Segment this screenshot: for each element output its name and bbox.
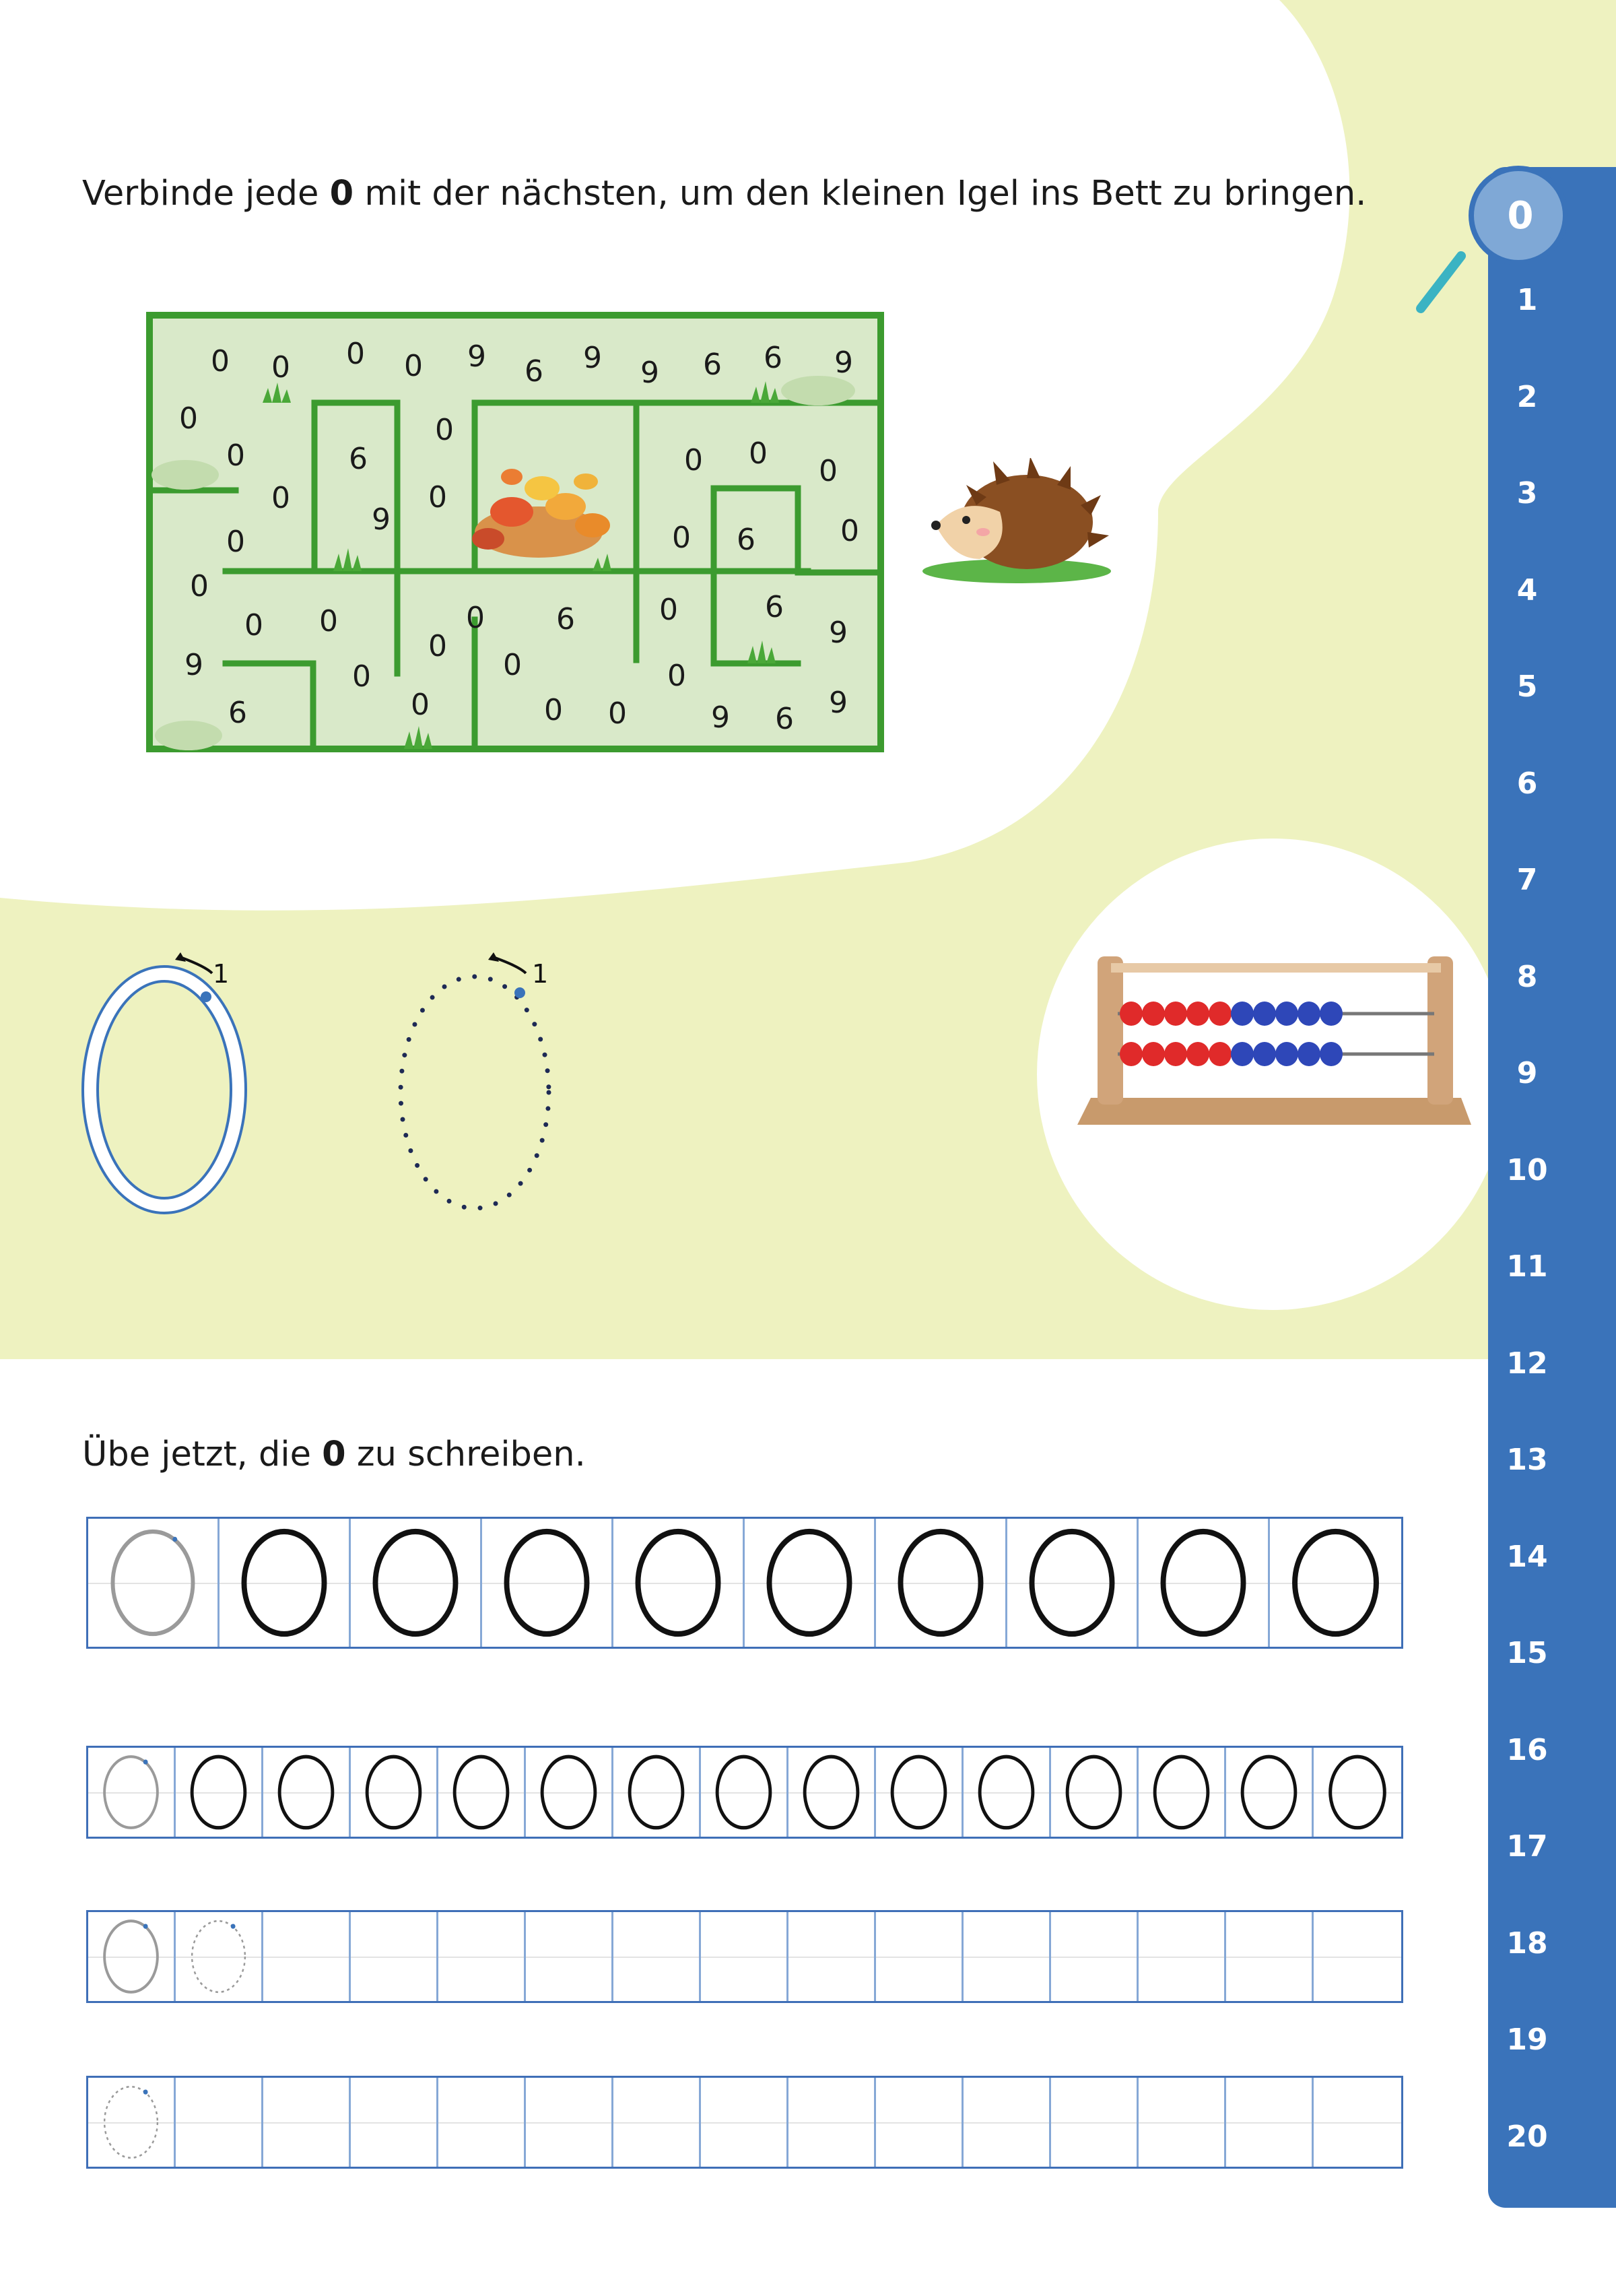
- maze-digit: 0: [411, 688, 430, 722]
- writing-cell[interactable]: [88, 1912, 176, 2001]
- abacus-bead: [1275, 1002, 1298, 1026]
- sidebar-number: 3: [1516, 476, 1538, 511]
- maze-digit: 0: [840, 514, 859, 548]
- writing-cell[interactable]: [438, 1912, 526, 2001]
- abacus-bead: [1275, 1042, 1298, 1066]
- maze-digit: 9: [829, 686, 848, 720]
- writing-cell[interactable]: [351, 1519, 482, 1647]
- abacus-bead: [1164, 1002, 1187, 1026]
- writing-cell[interactable]: [964, 2078, 1051, 2167]
- sidebar-number: 9: [1516, 1056, 1538, 1090]
- zero-glyph: [876, 1519, 1005, 1647]
- zero-glyph: [1051, 1748, 1137, 1837]
- sidebar-number: 17: [1506, 1829, 1548, 1864]
- maze-digit: 6: [737, 523, 755, 557]
- number-maze: [0, 0, 889, 761]
- abacus-bead: [1231, 1002, 1254, 1026]
- maze-digit: 0: [319, 604, 338, 638]
- maze-digit: 9: [372, 502, 391, 537]
- sidebar-number: 11: [1506, 1249, 1548, 1284]
- hedgehog-icon: [916, 458, 1118, 586]
- zero-glyph: [351, 1519, 480, 1647]
- sidebar-number: 14: [1506, 1539, 1548, 1574]
- maze-digit: 0: [503, 648, 522, 682]
- zero-glyph: [1139, 1519, 1268, 1647]
- maze-digit: 0: [226, 438, 245, 473]
- maze-digit: 0: [211, 344, 230, 379]
- writing-cell[interactable]: [1139, 1748, 1226, 1837]
- writing-cell[interactable]: [482, 1519, 613, 1647]
- writing-cell[interactable]: [88, 1519, 220, 1647]
- writing-row-small-2: [86, 1910, 1403, 2003]
- maze-digit: 0: [672, 521, 691, 555]
- writing-cell[interactable]: [438, 2078, 526, 2167]
- writing-cell[interactable]: [88, 1748, 176, 1837]
- writing-cell[interactable]: [876, 2078, 964, 2167]
- writing-cell[interactable]: [263, 2078, 351, 2167]
- writing-cell[interactable]: [1139, 1912, 1226, 2001]
- writing-cell[interactable]: [1226, 2078, 1314, 2167]
- maze-digit: 9: [583, 341, 602, 375]
- abacus-bead: [1164, 1042, 1187, 1066]
- abacus-bead: [1186, 1002, 1209, 1026]
- sidebar-number: 16: [1506, 1732, 1548, 1767]
- maze-digit: 0: [667, 659, 686, 693]
- maze-digit: 9: [829, 616, 848, 650]
- abacus-bead: [1186, 1042, 1209, 1066]
- sidebar-number: 4: [1516, 572, 1538, 608]
- zero-glyph: [88, 1748, 174, 1837]
- writing-cell[interactable]: [88, 2078, 176, 2167]
- zero-glyph: [1226, 1748, 1312, 1837]
- zero-glyph: [176, 1748, 261, 1837]
- sidebar-number: 12: [1506, 1346, 1548, 1381]
- maze-digit: 0: [659, 593, 678, 627]
- writing-cell[interactable]: [876, 1748, 964, 1837]
- writing-cell[interactable]: [526, 1748, 613, 1837]
- sidebar-number: 6: [1516, 766, 1538, 801]
- maze-digit: 0: [190, 569, 209, 603]
- writing-cell[interactable]: [701, 1748, 788, 1837]
- maze-digit: 0: [544, 693, 563, 727]
- zero-glyph: [88, 1912, 174, 2001]
- abacus-bead: [1298, 1042, 1320, 1066]
- writing-row-large: [86, 1517, 1403, 1649]
- start-label-2: 1: [532, 959, 549, 989]
- sidebar-number: 20: [1506, 2119, 1548, 2154]
- writing-cell[interactable]: [526, 2078, 613, 2167]
- zero-glyph: [1314, 1748, 1401, 1837]
- writing-cell[interactable]: [1314, 1748, 1401, 1837]
- writing-cell[interactable]: [220, 1519, 351, 1647]
- writing-cell[interactable]: [745, 1519, 876, 1647]
- writing-cell[interactable]: [613, 1912, 701, 2001]
- maze-digit: 0: [271, 481, 290, 515]
- zero-glyph: [263, 1748, 349, 1837]
- zero-glyph: [964, 1748, 1049, 1837]
- sidebar-number: 15: [1506, 1636, 1548, 1670]
- maze-digit: 0: [749, 436, 768, 471]
- maze-digit: 0: [435, 413, 454, 447]
- writing-cell[interactable]: [438, 1748, 526, 1837]
- maze-digit: 0: [428, 629, 447, 663]
- zero-glyph: [482, 1519, 611, 1647]
- maze-instruction: Verbinde jede 0 mit der nächsten, um den kleinen Igel ins Bett zu bringen.: [82, 174, 1367, 214]
- writing-cell[interactable]: [613, 1748, 701, 1837]
- abacus-bead: [1298, 1002, 1320, 1026]
- writing-cell[interactable]: [1139, 1519, 1270, 1647]
- maze-digit: 0: [404, 349, 423, 383]
- writing-cell[interactable]: [1007, 1519, 1139, 1647]
- zero-glyph: [1139, 1748, 1224, 1837]
- writing-cell[interactable]: [176, 2078, 263, 2167]
- zero-glyph: [88, 1519, 217, 1647]
- writing-row-small-3: [86, 2076, 1403, 2169]
- writing-cell[interactable]: [1314, 2078, 1401, 2167]
- abacus-bead: [1253, 1042, 1276, 1066]
- writing-cell[interactable]: [176, 1912, 263, 2001]
- number-sidebar: [1488, 167, 1616, 2208]
- zero-glyph: [613, 1748, 699, 1837]
- maze-digit: 0: [684, 443, 703, 478]
- maze-digit: 9: [711, 700, 730, 735]
- abacus-icon: [1077, 943, 1475, 1138]
- abacus-bead: [1209, 1002, 1232, 1026]
- zero-glyph: [613, 1519, 743, 1647]
- writing-cell[interactable]: [613, 1519, 745, 1647]
- sidebar-active-number: 0: [1507, 194, 1534, 238]
- writing-cell[interactable]: [351, 2078, 438, 2167]
- abacus-bead: [1231, 1042, 1254, 1066]
- maze-digit: 0: [226, 525, 245, 559]
- writing-cell[interactable]: [788, 1748, 876, 1837]
- maze-digit: 9: [467, 339, 486, 374]
- writing-instruction: Übe jetzt, die 0 zu schreiben.: [82, 1435, 586, 1474]
- zero-glyph: [876, 1748, 962, 1837]
- writing-cell[interactable]: [1139, 2078, 1226, 2167]
- maze-digit: 9: [640, 356, 659, 390]
- abacus-bead: [1142, 1002, 1165, 1026]
- sidebar-number: 13: [1506, 1443, 1548, 1477]
- maze-digit: 0: [179, 401, 198, 436]
- zero-glyph: [1270, 1519, 1401, 1647]
- zero-glyph: [220, 1519, 349, 1647]
- writing-cell[interactable]: [788, 2078, 876, 2167]
- abacus-bead: [1253, 1002, 1276, 1026]
- writing-cell[interactable]: [876, 1912, 964, 2001]
- writing-cell[interactable]: [1051, 1912, 1139, 2001]
- sidebar-number: 1: [1516, 283, 1538, 317]
- maze-digit: 0: [608, 696, 627, 731]
- zero-glyph: [526, 1748, 611, 1837]
- sidebar-number: 7: [1516, 863, 1538, 897]
- sidebar-number: 18: [1506, 1926, 1548, 1961]
- maze-digit: 0: [466, 601, 485, 635]
- writing-cell[interactable]: [613, 2078, 701, 2167]
- abacus-bead: [1142, 1042, 1165, 1066]
- writing-cell[interactable]: [701, 1912, 788, 2001]
- zero-glyph: [745, 1519, 874, 1647]
- writing-cell[interactable]: [176, 1748, 263, 1837]
- maze-digit: 6: [349, 442, 368, 476]
- abacus-bead: [1320, 1042, 1343, 1066]
- writing-cell[interactable]: [964, 1912, 1051, 2001]
- sidebar-number: 19: [1506, 2023, 1548, 2057]
- zero-glyph: [788, 1748, 874, 1837]
- dotted-zero: [176, 1912, 261, 2001]
- abacus-bead: [1120, 1042, 1143, 1066]
- writing-cell[interactable]: [701, 2078, 788, 2167]
- writing-cell[interactable]: [351, 1912, 438, 2001]
- abacus-bead: [1320, 1002, 1343, 1026]
- sidebar-number: 5: [1516, 669, 1538, 704]
- maze-digit: 6: [556, 602, 575, 636]
- zero-glyph: [351, 1748, 436, 1837]
- abacus-bead: [1209, 1042, 1232, 1066]
- maze-digit: 6: [775, 702, 794, 736]
- maze-digit: 0: [346, 337, 365, 371]
- maze-digit: 6: [765, 590, 784, 624]
- writing-cell[interactable]: [1226, 1748, 1314, 1837]
- maze-digit: 6: [525, 354, 543, 389]
- maze-digit: 6: [764, 341, 782, 375]
- maze-digit: 6: [228, 696, 247, 730]
- maze-digit: 0: [352, 659, 371, 694]
- writing-cell[interactable]: [351, 1748, 438, 1837]
- sidebar-number: 2: [1516, 379, 1538, 414]
- writing-cell[interactable]: [526, 1912, 613, 2001]
- writing-cell[interactable]: [1051, 1748, 1139, 1837]
- maze-digit: 6: [703, 348, 722, 382]
- zero-glyph: [1007, 1519, 1137, 1647]
- writing-cell[interactable]: [788, 1912, 876, 2001]
- sidebar-number: 8: [1516, 959, 1538, 994]
- writing-cell[interactable]: [1226, 1912, 1314, 2001]
- writing-row-small-1: [86, 1746, 1403, 1839]
- zero-glyph: [701, 1748, 786, 1837]
- maze-digit: 9: [834, 346, 853, 380]
- sidebar-number: 10: [1506, 1152, 1548, 1187]
- maze-digit: 0: [271, 350, 290, 385]
- maze-digit: 9: [184, 648, 203, 682]
- zero-glyph: [438, 1748, 524, 1837]
- maze-digit: 0: [819, 454, 838, 488]
- writing-cell[interactable]: [1314, 1912, 1401, 2001]
- writing-cell[interactable]: [1051, 2078, 1139, 2167]
- writing-cell[interactable]: [1270, 1519, 1401, 1647]
- dotted-zero: [88, 2078, 174, 2167]
- writing-cell[interactable]: [263, 1748, 351, 1837]
- writing-cell[interactable]: [263, 1912, 351, 2001]
- writing-cell[interactable]: [964, 1748, 1051, 1837]
- writing-cell[interactable]: [876, 1519, 1007, 1647]
- start-label-1: 1: [213, 959, 230, 989]
- maze-digit: 0: [428, 480, 447, 515]
- maze-digit: 0: [244, 608, 263, 643]
- tracing-zero-solid: [74, 943, 263, 1233]
- abacus-bead: [1120, 1002, 1143, 1026]
